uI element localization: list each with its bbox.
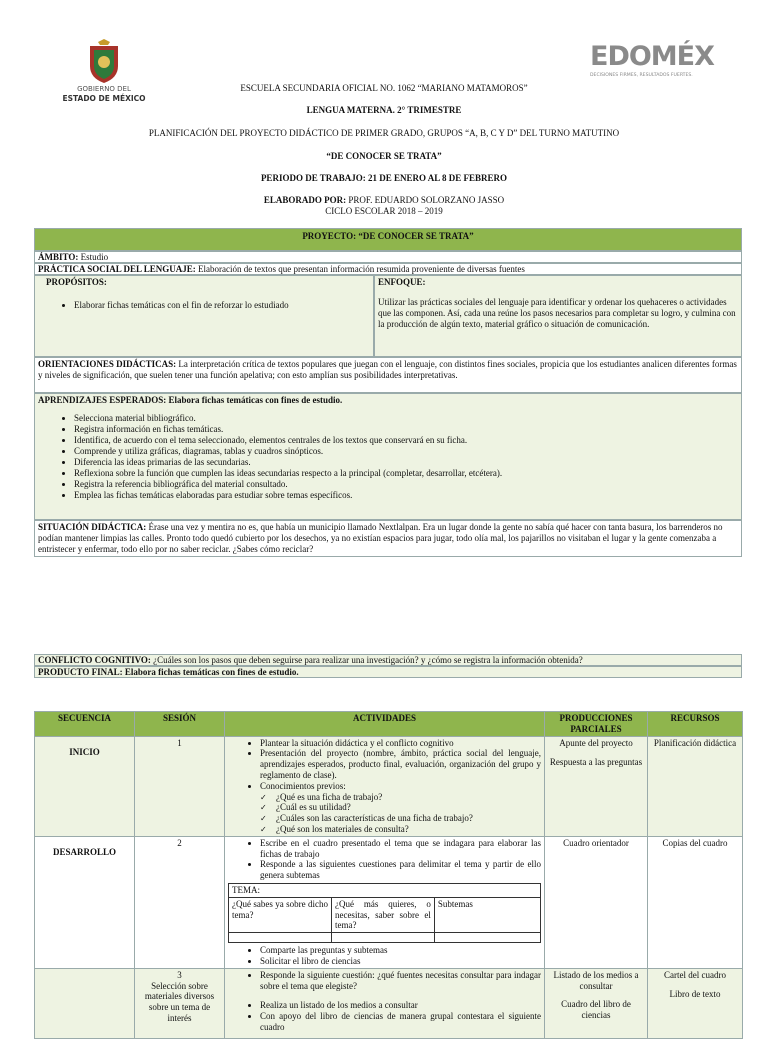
table-row (35, 968, 743, 1038)
tema-col-quieres: ¿Qué más quieres, o necesitas, saber sobre el tema? (331, 897, 434, 932)
conflicto-label: CONFLICTO COGNITIVO: (38, 655, 151, 665)
producciones-inicio: Apunte del proyecto Respuesta a las preguntas (545, 736, 648, 836)
list-item: ✓ ¿Cuáles son las características de una ficha de trabajo? (260, 813, 541, 824)
orientaciones-cell (34, 357, 742, 393)
ambito-value: Estudio (78, 252, 109, 262)
situacion-label: SITUACIÓN DIDÁCTICA: (38, 522, 147, 532)
tema-input-2[interactable] (331, 933, 434, 943)
recursos-desarrollo: Copias del cuadro (648, 836, 743, 968)
list-item: • Realiza un listado de los medios a consultar (260, 1000, 541, 1011)
header-producciones: PRODUCCIONES PARCIALES (545, 712, 648, 737)
list-item: • Comprende y utiliza gráficas, diagramas, tablas y cuadros sinópticos. (74, 446, 738, 457)
list-item: • Conocimientos previos: ✓ ¿Qué es una ficha de trabajo? ✓ ¿Cuál es su utilidad? ✓ ¿Cuáles son las características de una ficha de trabajo? ✓ ¿Qué son los materiales de consulta? (260, 781, 541, 835)
list-item: • Solicitar el libro de ciencias (260, 956, 541, 967)
list-item: • Emplea las fichas temáticas elaboradas para estudiar sobre temas específicos. (74, 490, 738, 501)
actividades-desarrollo (225, 836, 545, 968)
list-item: ✓ ¿Qué son los materiales de consulta? (260, 824, 541, 835)
list-item: • Selecciona material bibliográfico. (74, 413, 738, 424)
recursos-inicio: Planificación didáctica (648, 736, 743, 836)
list-item: • Comparte las preguntas y subtemas (260, 945, 541, 956)
header-secuencia: SECUENCIA (35, 712, 135, 737)
list-item: • Registra la referencia bibliográfica del material consultado. (74, 479, 738, 490)
list-item: • Con apoyo del libro de ciencias de manera grupal contestara el siguiente cuadro (260, 1011, 541, 1033)
edomex-logo-text: EDOMÉX (590, 41, 714, 72)
aprendizajes-list (38, 413, 738, 501)
enfoque-cell (374, 275, 742, 357)
conflicto-text: ¿Cuáles son los pasos que deben seguirse para realizar una investigación? y ¿cómo se registra la información obtenida? (150, 655, 583, 665)
ambito-label: ÁMBITO: (38, 252, 79, 262)
producto-label: PRODUCTO FINAL: (38, 667, 123, 677)
propositos-cell (34, 275, 374, 357)
aprendizajes-title: Elabora fichas temáticas con fines de estudio. (166, 395, 343, 405)
tema-col-sabes: ¿Qué sabes ya sobre dicho tema? (229, 897, 332, 932)
aprendizajes-label: APRENDIZAJES ESPERADOS: (38, 395, 167, 405)
propositos-list (38, 300, 370, 311)
actividades-inicio (225, 736, 545, 836)
coat-of-arms-icon (84, 38, 124, 84)
secuencia-inicio: INICIO (35, 736, 135, 836)
list-item: • Reflexiona sobre la función que cumplen las ideas secundarias respecto a la principal (completar, desarrollar, etcétera). (74, 468, 738, 479)
list-item: • Escribe en el cuadro presentado el tema que se indagara para elaborar las fichas de trabajo (260, 838, 541, 860)
list-item: • Responde a las siguientes cuestiones para delimitar el tema y partir de ello genera subtemas (260, 859, 541, 881)
table-row (35, 736, 743, 836)
author-line (150, 195, 618, 206)
project-title: “DE CONOCER SE TRATA” (326, 151, 442, 161)
list-item: • Identifica, de acuerdo con el tema seleccionado, elementos centrales de los textos que conservará en su ficha. (74, 435, 738, 446)
author-name: PROF. EDUARDO SOLORZANO JASSO (346, 195, 505, 205)
propositos-label: PROPÓSITOS: (46, 277, 107, 287)
sesion-3: 3 Selección sobre materiales diversos sobre un tema de interés (135, 968, 225, 1038)
tema-table (228, 883, 541, 943)
header-recursos: RECURSOS (648, 712, 743, 737)
enfoque-text: Utilizar las prácticas sociales del lenguaje para identificar y ordenar los quehaceres o actividades que las componen. Así, cada una reúne los pasos necesarios para completar su logro, y culmina con la producción de algún texto, material gráfico o situación de comunicación. (378, 296, 736, 329)
sequence-table (34, 711, 743, 1039)
situacion-cell (34, 520, 742, 557)
sesion-2: 2 (135, 836, 225, 968)
practica-label: PRÁCTICA SOCIAL DEL LENGUAJE: (38, 264, 196, 274)
list-item: • Diferencia las ideas primarias de las secundarias. (74, 457, 738, 468)
list-item: • Presentación del proyecto (nombre, ámbito, práctica social del lenguaje, aprendizajes esperados, producto final, evaluación, organización del grupo y reglamento de clase). (260, 748, 541, 780)
school-name: ESCUELA SECUNDARIA OFICIAL NO. 1062 “MARIANO MATAMOROS” (240, 83, 528, 93)
recursos-sesion3: Cartel del cuadro Libro de texto (648, 968, 743, 1038)
gov-logo (52, 38, 156, 108)
list-item: • Plantear la situación didáctica y el conflicto cognitivo (260, 738, 541, 749)
producciones-desarrollo: Cuadro orientador (545, 836, 648, 968)
orientaciones-label: ORIENTACIONES DIDÁCTICAS: (38, 359, 177, 369)
header-actividades: ACTIVIDADES (225, 712, 545, 737)
ambito-row (34, 251, 742, 263)
secuencia-desarrollo: DESARROLLO (35, 836, 135, 968)
project-heading: PROYECTO: “DE CONOCER SE TRATA” (34, 228, 742, 251)
header-sesion: SESIÓN (135, 712, 225, 737)
list-item: ✓ ¿Qué es una ficha de trabajo? (260, 792, 541, 803)
producto-text: Elabora fichas temáticas con fines de estudio. (122, 667, 299, 677)
enfoque-label: ENFOQUE: (378, 277, 426, 287)
edomex-tagline: DECISIONES FIRMES, RESULTADOS FUERTES. (590, 73, 693, 78)
aprendizajes-cell (34, 393, 742, 520)
school-cycle: CICLO ESCOLAR 2018 – 2019 (325, 206, 443, 216)
work-period: PERIODO DE TRABAJO: 21 DE ENERO AL 8 DE FEBRERO (260, 173, 508, 183)
list-item: • Elaborar fichas temáticas con el fin de reforzar lo estudiado (74, 300, 370, 311)
tema-col-subtemas: Subtemas (434, 897, 540, 932)
gov-logo-line1: GOBIERNO DEL (77, 85, 131, 93)
tema-label: TEMA: (229, 883, 541, 897)
list-item: • Responde la siguiente cuestión: ¿qué fuentes necesitas consultar para indagar sobre el tema que elegiste? (260, 970, 541, 992)
list-item: ✓ ¿Cuál es su utilidad? (260, 802, 541, 813)
sesion-1: 1 (135, 736, 225, 836)
edomex-logo (590, 42, 725, 87)
tema-input-3[interactable] (434, 933, 540, 943)
tema-input-1[interactable] (229, 933, 332, 943)
conflicto-row (34, 654, 742, 666)
list-item: • Registra información en fichas temáticas. (74, 424, 738, 435)
secuencia-empty (35, 968, 135, 1038)
table-row (35, 836, 743, 968)
producciones-sesion3: Listado de los medios a consultar Cuadro del libro de ciencias (545, 968, 648, 1038)
orientaciones-text: La interpretación crítica de textos populares que juegan con el lenguaje, con distintos fines sociales, propicia que los estudiantes analicen diferentes formas y niveles de significación, que suelen tener una función apelativa; con esto amplían sus posibilidades interpretativas. (38, 359, 737, 380)
gov-logo-line2: ESTADO DE MÉXICO (62, 94, 146, 103)
producto-row (34, 666, 742, 678)
situacion-text: Érase una vez y mentira no es, que había un municipio llamado Nextlalpan. Era un lugar donde la gente no sabía qué hacer con tanta basura, los barrenderos no podían mantener limpias las calles. Pronto todo quedó cubierto por los desechos, ya no existían espacios para jugar, todo olía mal, los pajarillos no visitaban el lugar y la gente comenzaba a entristecer y enfermar, todo ello por no saber reciclar. ¿Sabes cómo reciclar? (38, 522, 723, 554)
practica-row (34, 263, 742, 275)
author-label: ELABORADO POR: (263, 195, 347, 205)
planning-title: PLANIFICACIÓN DEL PROYECTO DIDÁCTICO DE PRIMER GRADO, GRUPOS “A, B, C Y D” DEL TURNO MATUTINO (148, 128, 620, 138)
table-header-row (35, 712, 743, 737)
actividades-sesion3 (225, 968, 545, 1038)
subject-title: LENGUA MATERNA. 2° TRIMESTRE (306, 105, 462, 115)
practica-value: Elaboración de textos que presentan información resumida proveniente de diversas fuentes (195, 264, 525, 274)
